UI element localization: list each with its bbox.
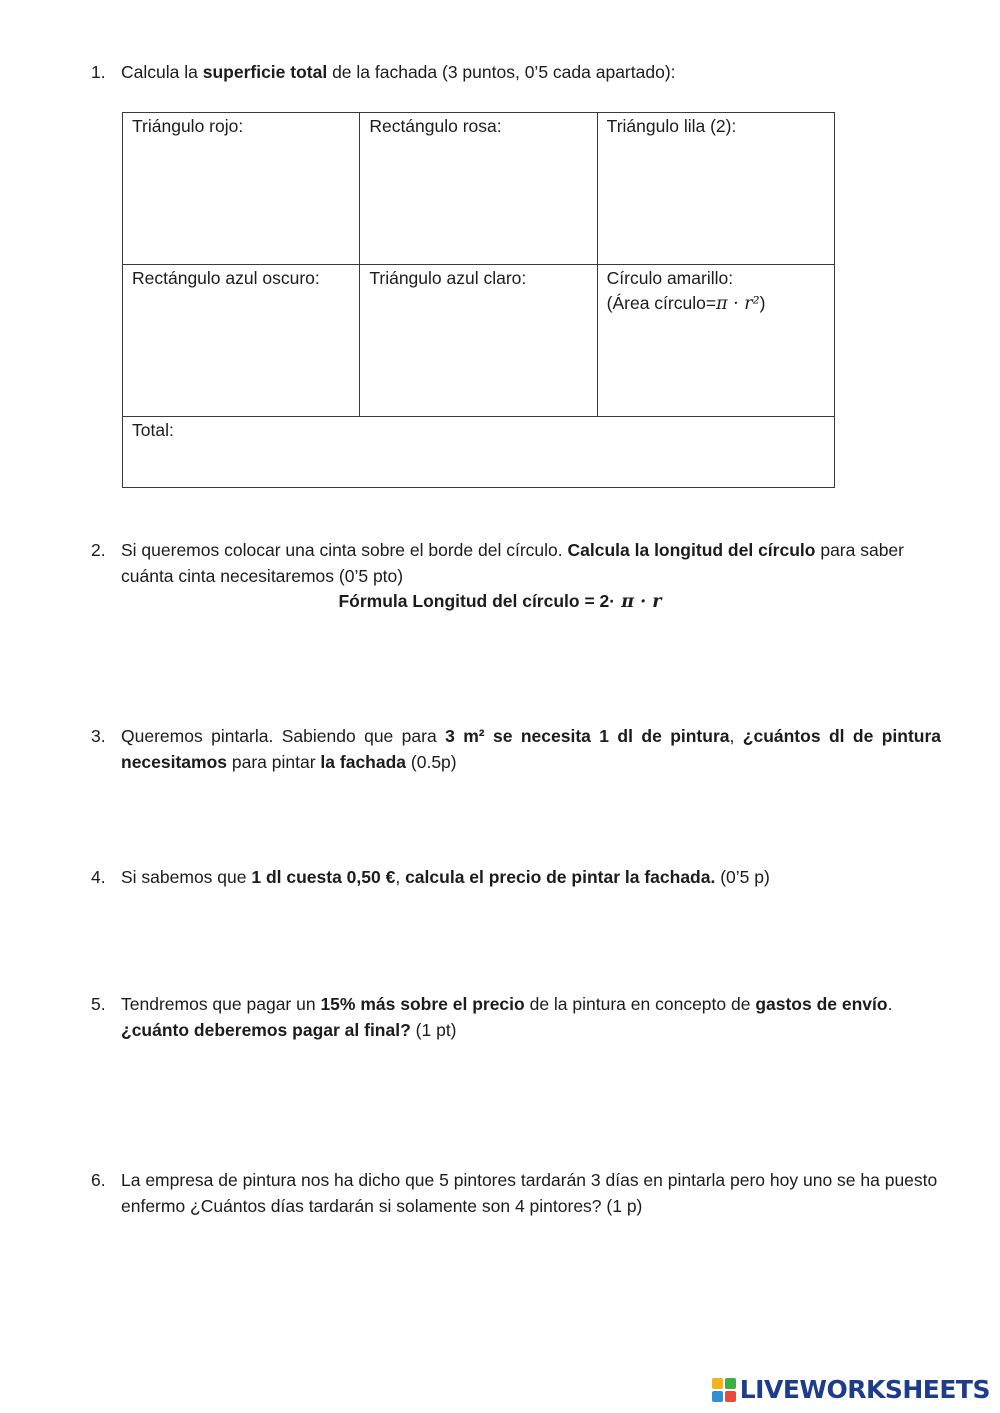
cell-yellow-circle[interactable]: Círculo amarillo: (Área círculo=π · r²) (597, 265, 834, 417)
cell-light-blue-triangle[interactable]: Triángulo azul claro: (360, 265, 597, 417)
question-number: 4. (91, 867, 106, 887)
question-text: Calcula la superficie total de la fachada (3 puntos, 0’5 cada apartado): (121, 62, 676, 82)
question-number: 6. (91, 1170, 106, 1190)
cell-red-triangle[interactable]: Triángulo rojo: (123, 113, 360, 265)
cell-dark-blue-rectangle[interactable]: Rectángulo azul oscuro: (123, 265, 360, 417)
question-number: 2. (91, 540, 106, 560)
logo-text: LIVEWORKSHEETS (739, 1375, 990, 1404)
question-5 (91, 992, 941, 1043)
question-2 (91, 538, 941, 589)
bold-phrase: Calcula la longitud del círculo (567, 540, 816, 560)
question-number: 3. (91, 726, 106, 746)
logo-mark-icon (712, 1378, 736, 1402)
question-text: Tendremos que pagar un 15% más sobre el precio de la pintura en concepto de gastos de envío. ¿cuánto deberemos pagar al final? (1 pt) (121, 994, 893, 1040)
question-text: Si sabemos que 1 dl cuesta 0,50 €, calcula el precio de pintar la fachada. (0’5 p) (121, 867, 770, 887)
circle-area-formula: (Área círculo=π · r²) (606, 293, 766, 314)
question-number: 5. (91, 994, 106, 1014)
question-text: Si queremos colocar una cinta sobre el borde del círculo. Calcula la longitud del círculo para saber cuánta cinta necesitaremos (0’5 pto) (121, 540, 904, 586)
cell-pink-rectangle[interactable]: Rectángulo rosa: (360, 113, 597, 265)
circumference-formula: Fórmula Longitud del círculo = 2· π · r (338, 591, 662, 612)
cell-total[interactable]: Total: (123, 417, 835, 488)
liveworksheets-logo (712, 1375, 990, 1404)
question-text: La empresa de pintura nos ha dicho que 5 pintores tardarán 3 días en pintarla pero hoy uno se ha puesto enfermo ¿Cuántos días tardarán si solamente son 4 pintores? (1 p) (121, 1170, 938, 1216)
cell-purple-triangle[interactable]: Triángulo lila (2): (597, 113, 834, 265)
question-number: 1. (91, 62, 106, 82)
bold-phrase: superficie total (202, 62, 328, 82)
question-1 (91, 60, 941, 86)
question-4 (91, 865, 941, 891)
area-table (122, 112, 835, 488)
question-3 (91, 724, 941, 775)
question-text: Queremos pintarla. Sabiendo que para 3 m² se necesita 1 dl de pintura, ¿cuántos dl de pintura necesitamos para pintar la fachada (0.5p) (121, 726, 942, 772)
question-6 (91, 1168, 941, 1219)
